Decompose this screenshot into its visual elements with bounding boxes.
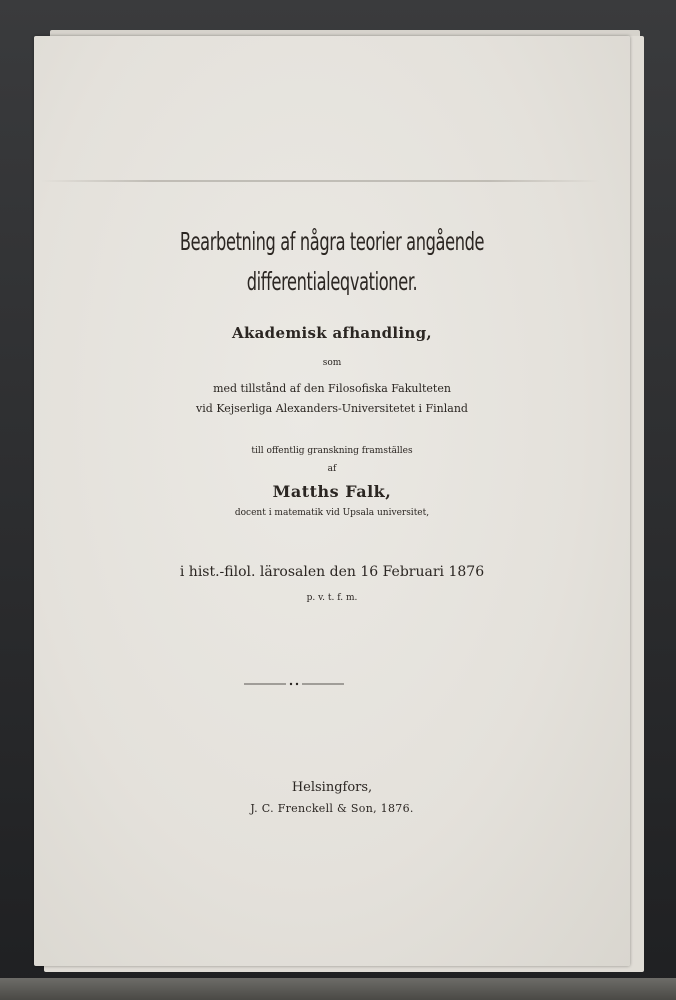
document-subtitle: Akademisk afhandling, (232, 324, 432, 342)
shelf-surface (0, 978, 676, 1000)
som-line: som (322, 358, 342, 368)
author-name: Matths Falk, (272, 482, 392, 501)
title-page (34, 36, 630, 966)
time-line: p. v. t. f. m. (306, 593, 358, 603)
permission-line-1: med tillstånd af den Filosofiska Fakulteten (213, 382, 451, 395)
examination-line: till offentlig granskning framställes (251, 446, 413, 456)
author-title: docent i matematik vid Upsala universitet, (234, 508, 430, 518)
document-title (117, 222, 546, 302)
page-fold (40, 180, 600, 182)
defense-date: i hist.-filol. lärosalen den 16 Februari 1876 (179, 564, 485, 580)
publisher-line: J. C. Frenckell & Son, 1876. (250, 802, 414, 815)
ornament-divider (244, 681, 344, 687)
publication-place: Helsingfors, (291, 780, 373, 795)
permission-line-2: vid Kejserliga Alexanders-Universitetet i Finland (196, 402, 468, 415)
af-line: af (327, 464, 337, 474)
title-line-1: Bearbetning af några teorier angående (179, 227, 485, 256)
title-line-2: differentialeqvationer. (246, 267, 418, 296)
